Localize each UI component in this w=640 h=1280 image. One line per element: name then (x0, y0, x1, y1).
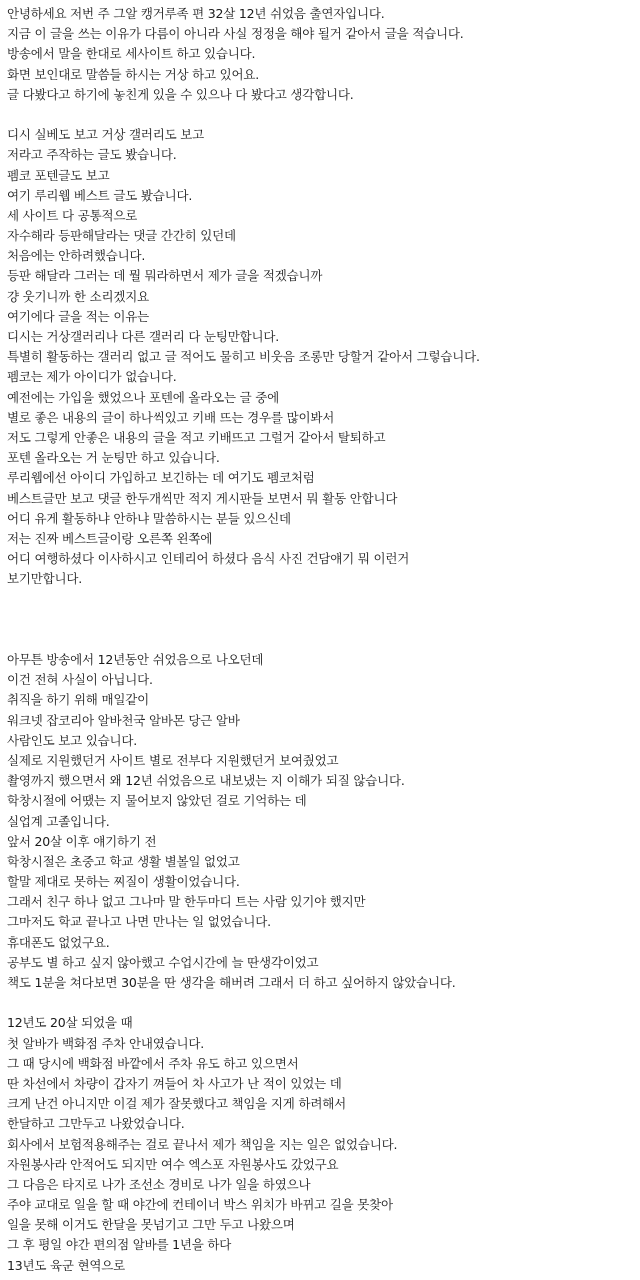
text-line: 자원봉사라 안적어도 되지만 여수 엑스포 자원봉사도 갔었구요 (7, 1156, 339, 1172)
text-line: 어디 유게 활동하냐 안하냐 말씀하시는 분들 있으신데 (7, 510, 291, 526)
text-line: 세 사이트 다 공통적으로 (7, 207, 138, 223)
text-line: 첫 알바가 백화점 주차 안내였습니다. (7, 1035, 204, 1051)
text-line: 크게 난건 아니지만 이걸 제가 잘못했다고 책임을 지게 하려해서 (7, 1096, 346, 1112)
text-line: 책도 1분을 쳐다보면 30분을 딴 생각을 해버려 그래서 더 하고 싶어하지 않았습니다. (7, 975, 456, 990)
text-line: 펨코는 제가 아이디가 없습니다. (7, 369, 177, 385)
text-line: 그 후 평일 야간 편의점 알바를 1년을 하다 (7, 1237, 232, 1253)
text-line: 여기에다 글을 적는 이유는 (7, 308, 149, 324)
text-line: 이건 전혀 사실이 아닙니다. (7, 672, 153, 688)
text-line: 휴대폰도 없었구요. (7, 934, 110, 950)
blank-line (7, 105, 637, 125)
text-line: 공부도 별 하고 싶지 않아했고 수업시간에 늘 딴생각이었고 (7, 954, 319, 970)
text-line: 일을 못해 이거도 한달을 못넘기고 그만 두고 나왔으며 (7, 1217, 295, 1233)
text-line: 주야 교대로 일을 할 때 야간에 컨테이너 박스 위치가 바뀌고 길을 못찾아 (7, 1197, 393, 1213)
text-line: 저라고 주작하는 글도 봤습니다. (7, 147, 177, 163)
text-line: 여기 루리웹 베스트 글도 봤습니다. (7, 187, 193, 203)
text-line: 실제로 지원했던거 사이트 별로 전부다 지원했던거 보여줬었고 (7, 752, 339, 768)
blank-line (7, 993, 637, 1013)
text-line: 펨코 포텐글도 보고 (7, 167, 110, 183)
text-line: 취직을 하기 위해 매일같이 (7, 692, 149, 708)
post-body (7, 4, 637, 1276)
text-line: 그 다음은 타지로 나가 조선소 경비로 나가 일을 하였으나 (7, 1176, 311, 1192)
text-line: 딴 차선에서 차량이 갑자기 껴들어 차 사고가 난 적이 있었는 데 (7, 1075, 342, 1091)
text-line: 예전에는 가입을 했었으나 포텐에 올라오는 글 중에 (7, 389, 280, 405)
text-line: 실업계 고졸입니다. (7, 813, 110, 829)
text-line: 촬영까지 했으면서 왜 12년 쉬었음으로 내보냈는 지 이해가 되질 않습니다. (7, 773, 405, 789)
text-line: 회사에서 보험적용해주는 걸로 끝나서 제가 책임을 지는 일은 없었습니다. (7, 1136, 398, 1152)
text-line: 저도 그렇게 안좋은 내용의 글을 적고 키배뜨고 그럴거 같아서 탈퇴하고 (7, 429, 386, 445)
text-line: 13년도 육군 현역으로 (7, 1257, 126, 1273)
text-line: 아무튼 방송에서 12년동안 쉬었음으로 나오던데 (7, 652, 264, 667)
text-line: 화면 보인대로 말씀들 하시는 거상 하고 있어요. (7, 66, 260, 82)
text-line: 처음에는 안하려했습니다. (7, 248, 146, 264)
text-line: 그 때 당시에 백화점 바깥에서 주차 유도 하고 있으면서 (7, 1055, 299, 1071)
text-line: 안녕하세요 저번 주 그알 캥거루족 편 32살 12년 쉬었음 출연자입니다. (7, 6, 385, 21)
text-line: 베스트글만 보고 댓글 한두개씩만 적지 게시판들 보면서 뭐 활동 안합니다 (7, 490, 398, 506)
text-line: 어디 여행하셨다 이사하시고 인테리어 하셨다 음식 사진 건담얘기 뭐 이런거 (7, 551, 410, 567)
text-line: 디시는 거상갤러리나 다른 갤러리 다 눈팅만합니다. (7, 329, 280, 344)
text-line: 디시 실베도 보고 거상 갤러리도 보고 (7, 127, 204, 143)
text-line: 특별히 활동하는 갤러리 없고 글 적어도 물히고 비웃음 조롱만 당할거 같아서 그렇습니다. (7, 349, 480, 365)
text-line: 별로 좋은 내용의 글이 하나씩있고 키배 뜨는 경우를 많이봐서 (7, 409, 335, 425)
text-line: 그마저도 학교 끝나고 나면 만나는 일 없었습니다. (7, 914, 271, 930)
text-line: 지금 이 글을 쓰는 이유가 다름이 아니라 사실 정정을 해야 될거 같아서 글을 적습니다. (7, 26, 464, 42)
text-line: 할말 제대로 못하는 찌질이 생활이었습니다. (7, 874, 240, 890)
text-line: 포텐 올라오는 거 눈팅만 하고 있습니다. (7, 450, 220, 466)
text-line: 루리웹에선 아이디 가입하고 보긴하는 데 여기도 펨코처럼 (7, 470, 315, 486)
blank-line (7, 610, 637, 630)
text-line: 방송에서 말을 한대로 세사이트 하고 있습니다. (7, 46, 256, 62)
blank-line (7, 589, 637, 609)
text-line: 글 다봤다고 하기에 놓친게 있을 수 있으나 다 봤다고 생각합니다. (7, 86, 354, 102)
text-line: 앞서 20살 이후 얘기하기 전 (7, 833, 157, 849)
text-line: 등판 해달라 그러는 데 뭘 뭐라하면서 제가 글을 적겠습니까 (7, 268, 323, 284)
text-line: 한달하고 그만두고 나왔었습니다. (7, 1116, 185, 1132)
blank-line (7, 630, 637, 650)
text-line: 학창시절에 어땠는 지 물어보지 않았던 걸로 기억하는 데 (7, 793, 307, 809)
text-line: 걍 웃기니까 한 소리겠지요 (7, 288, 149, 304)
text-line: 저는 진짜 베스트글이랑 오른쪽 왼쪽에 (7, 530, 213, 546)
text-line: 사람인도 보고 있습니다. (7, 732, 138, 748)
text-line: 학창시절은 초중고 학교 생활 별볼일 없었고 (7, 853, 240, 869)
text-line: 12년도 20살 되었을 때 (7, 1015, 133, 1031)
text-line: 보기만합니다. (7, 571, 83, 587)
text-line: 그래서 친구 하나 없고 그나마 말 한두마디 트는 사람 있기야 했지만 (7, 894, 366, 910)
text-line: 자수해라 등판해달라는 댓글 간간히 있던데 (7, 228, 236, 244)
text-line: 워크넷 잡코리아 알바천국 알바몬 당근 알바 (7, 712, 240, 728)
